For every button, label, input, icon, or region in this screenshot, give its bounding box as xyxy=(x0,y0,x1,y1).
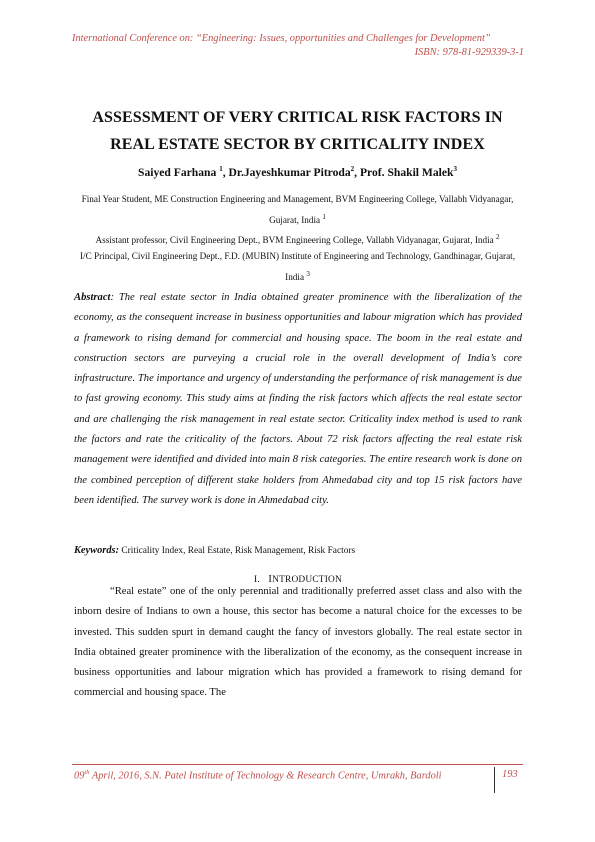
paper-title-line-1: ASSESSMENT OF VERY CRITICAL RISK FACTORS IN xyxy=(92,109,503,126)
footer-rule xyxy=(72,764,523,765)
introduction-paragraph: “Real estate” one of the only perennial and traditionally preferred asset class and also with the inborn desire of Indians to own a house, this sector has become a natural choice for the excesses to be invested. This sudden spurt in demand caught the fancy of investors globally. The real estate sector in India obtained greater prominence with the liberalization of the economy, as the consequent increase in business opportunities and labour migration which has provided a framework to rising demand for commercial and housing space. The xyxy=(74,586,522,699)
abstract-text: : The real estate sector in India obtained greater prominence with the liberalization of the economy, as the consequent increase in business opportunities and labour migration which has provided a framework to rising demand for commercial and housing space. The boom in the real estate and construction sectors are purveying a crucial role in the overall development of India’s core infrastructure. The importance and urgency of understanding the performance of risk management is due to fast growing economy. This study aims at finding the risk factors which affects the real estate sector and are challenging the risk management in real estate sector. Criticality index method is used to rank the factors and rate the criticality of the factors. About 72 risk factors affecting the real estate risk management were identified and divided into main 8 risk categories. The entire research work is done on the combined perception of different stake holders from Ahmedabad city and top 15 risk factors have been identified. The survey work is done in Ahmedabad city. xyxy=(74,292,522,506)
affiliation-mark: 1 xyxy=(322,213,326,221)
author-list xyxy=(60,165,535,179)
page-number: 193 xyxy=(502,769,518,780)
running-header-conference: International Conference on: “Engineering: Issues, opportunities and Challenges for Development” xyxy=(72,33,491,44)
author-separator: , xyxy=(354,165,360,179)
footer-venue: April, 2016, S.N. Patel Institute of Technology & Research Centre, Umrakh, Bardoli xyxy=(89,770,442,782)
footer-day-suffix: th xyxy=(84,769,90,776)
author-affiliation-mark: 3 xyxy=(453,165,457,173)
affiliation-text: Assistant professor, Civil Engineering Dept., BVM Engineering College, Vallabh Vidyanagar, Gujarat, India xyxy=(95,235,494,246)
affiliation-text: I/C Principal, Civil Engineering Dept., F.D. (MUBIN) Institute of Engineering and Technology, Gandhinagar, Gujarat, India xyxy=(79,251,516,283)
abstract xyxy=(74,288,522,511)
footer-separator xyxy=(494,767,495,793)
running-header-isbn: ISBN: 978-81-929339-3-1 xyxy=(414,47,524,58)
keywords-label: Keywords: xyxy=(74,545,120,556)
section-number: I. xyxy=(254,575,260,585)
author-separator: , xyxy=(222,165,229,179)
author-affiliation-mark: 1 xyxy=(219,165,223,173)
author-name: Prof. Shakil Malek xyxy=(359,165,454,179)
footer-day: 09 xyxy=(74,770,85,782)
affiliation-2 xyxy=(74,228,521,249)
affiliation-mark: 3 xyxy=(306,270,310,278)
author-name: Saiyed Farhana xyxy=(138,165,217,179)
affiliation-mark: 2 xyxy=(496,233,500,241)
author-name: Dr.Jayeshkumar Pitroda xyxy=(228,165,351,179)
paper-title-line-2: REAL ESTATE SECTOR BY CRITICALITY INDEX xyxy=(110,136,485,153)
keywords xyxy=(74,545,522,556)
affiliation-1 xyxy=(74,190,521,229)
section-title-initial: I xyxy=(268,574,273,585)
affiliation-3 xyxy=(74,247,521,286)
section-title-rest: NTRODUCTION xyxy=(272,575,342,585)
footer-citation xyxy=(74,769,442,781)
affiliation-text: Final Year Student, ME Construction Engineering and Management, BVM Engineering College, Vallabh Vidyanagar, Gujarat, India xyxy=(81,194,514,226)
keywords-text: Criticality Index, Real Estate, Risk Management, Risk Factors xyxy=(119,546,356,556)
abstract-label: Abstract xyxy=(74,292,111,303)
paper-title xyxy=(60,104,535,158)
author-affiliation-mark: 2 xyxy=(350,165,355,173)
